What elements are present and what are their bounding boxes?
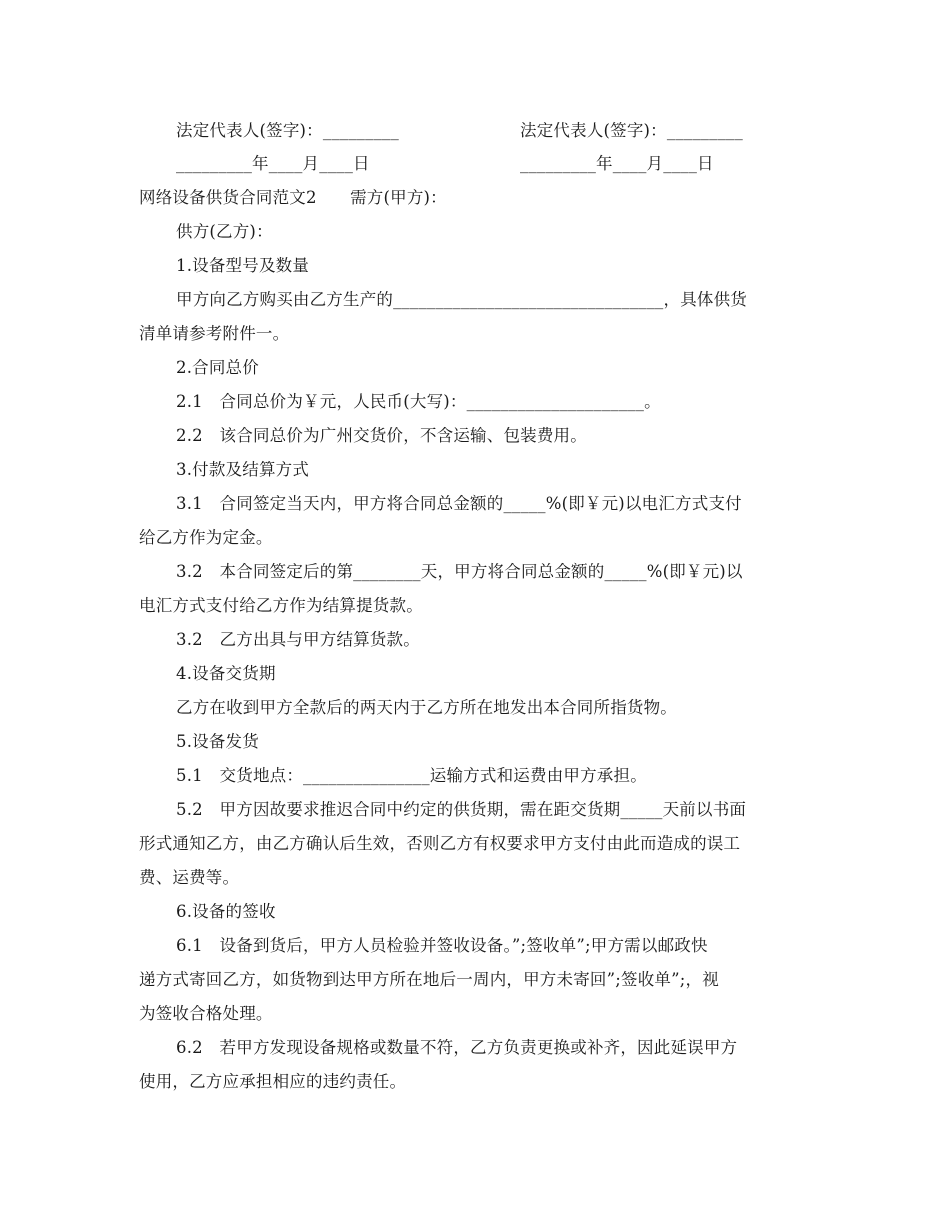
clause-line: 3.1 合同签定当天内，甲方将合同总金额的_____%(即￥元)以电汇方式支付: [176, 494, 742, 513]
section-heading: 1.设备型号及数量: [176, 256, 310, 275]
clause-line: 5.1 交货地点：_______________运输方式和运费由甲方承担。: [176, 766, 647, 785]
left-legal-representative-signature: 法定代表人(签字)：_________: [176, 121, 399, 140]
clause-line: 给乙方作为定金。: [139, 528, 273, 547]
clause-line: 2.1 合同总价为￥元，人民币(大写)：_____________________。: [176, 392, 661, 411]
clause-line: 为签收合格处理。: [139, 1004, 273, 1023]
section-heading: 6.设备的签收: [176, 902, 276, 921]
paragraph-line: 清单请参考附件一。: [139, 324, 290, 343]
section-heading: 3.付款及结算方式: [176, 460, 310, 479]
contract-title-line: 网络设备供货合同范文2 需方(甲方)：: [139, 188, 447, 207]
clause-line: 3.2 乙方出具与甲方结算货款。: [176, 630, 420, 649]
left-signature-date: _________年____月____日: [176, 154, 370, 173]
clause-line: 电汇方式支付给乙方作为结算提货款。: [139, 596, 423, 615]
right-legal-representative-signature: 法定代表人(签字)：_________: [520, 121, 743, 140]
clause-line: 6.1 设备到货后，甲方人员检验并签收设备。”;签收单”;甲方需以邮政快: [176, 936, 708, 955]
clause-line: 6.2 若甲方发现设备规格或数量不符，乙方负责更换或补齐，因此延误甲方: [176, 1038, 738, 1057]
clause-line: 3.2 本合同签定后的第________天，甲方将合同总金额的_____%(即￥元)以: [176, 562, 743, 581]
paragraph-line: 乙方在收到甲方全款后的两天内于乙方所在地发出本合同所指货物。: [176, 698, 677, 717]
supplier-line: 供方(乙方)：: [176, 222, 273, 241]
section-heading: 4.设备交货期: [176, 664, 276, 683]
clause-line: 5.2 甲方因故要求推迟合同中约定的供货期，需在距交货期_____天前以书面: [176, 800, 747, 819]
clause-line: 费、运费等。: [139, 868, 240, 887]
clause-line: 递方式寄回乙方，如货物到达甲方所在地后一周内，甲方未寄回”;签收单”;，视: [139, 970, 719, 989]
clause-line: 形式通知乙方，由乙方确认后生效，否则乙方有权要求甲方支付由此而造成的误工: [139, 834, 741, 853]
clause-line: 2.2 该合同总价为广州交货价，不含运输、包装费用。: [176, 426, 587, 445]
paragraph-line: 甲方向乙方购买由乙方生产的________________________________，具体供货: [176, 290, 747, 309]
clause-line: 使用，乙方应承担相应的违约责任。: [139, 1072, 407, 1091]
section-heading: 2.合同总价: [176, 358, 259, 377]
section-heading: 5.设备发货: [176, 732, 259, 751]
right-signature-date: _________年____月____日: [520, 154, 714, 173]
